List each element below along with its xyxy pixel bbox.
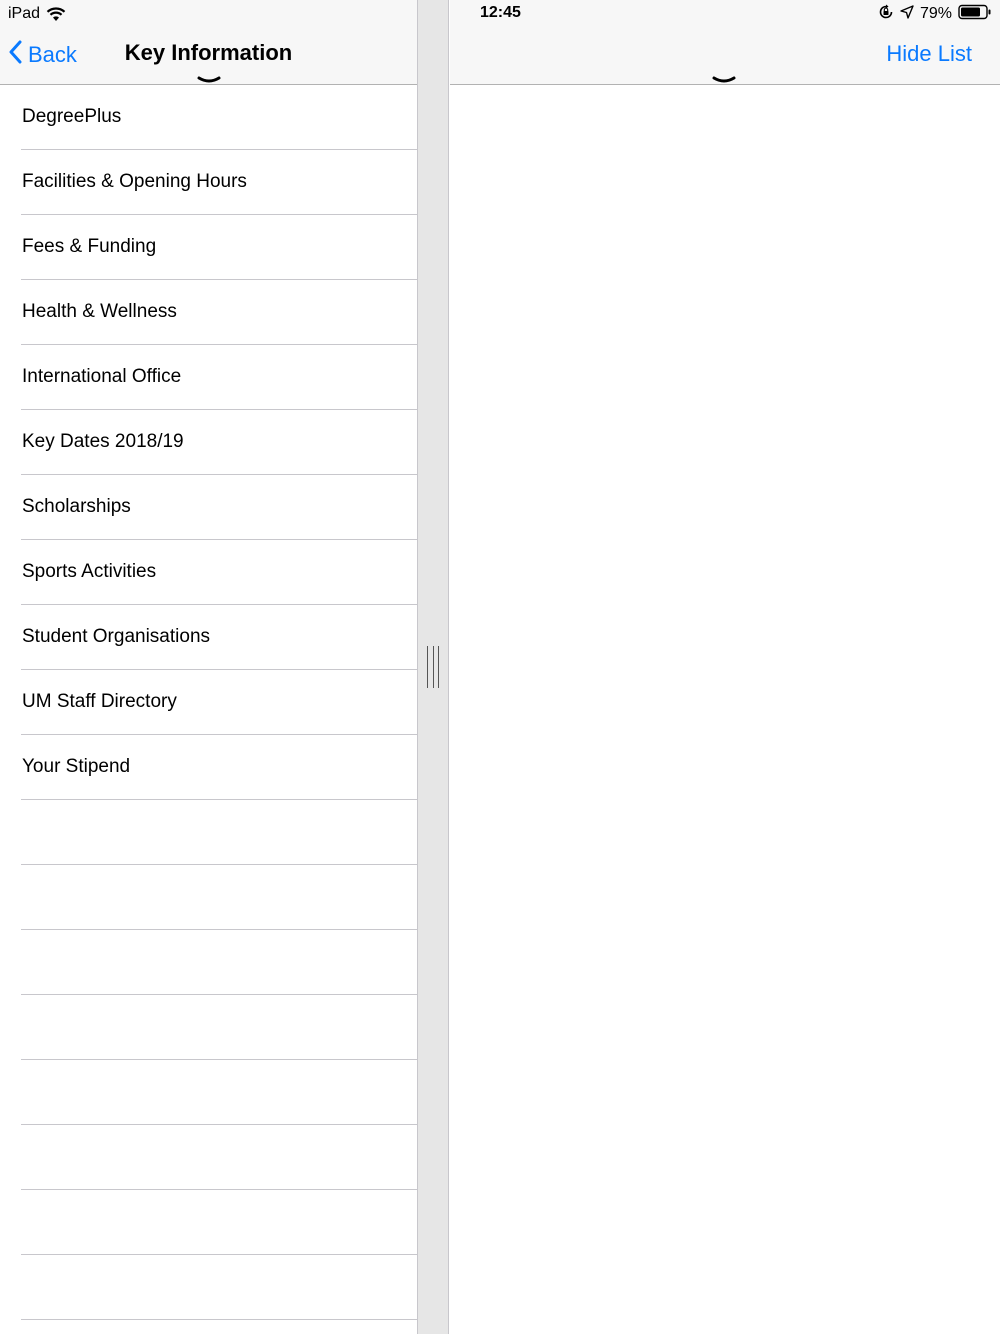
list-item-label: Student Organisations [22,626,211,647]
list-item-label: Your Stipend [22,756,131,777]
empty-row [0,1190,417,1255]
back-label: Back [28,42,77,67]
empty-row [0,1125,417,1190]
status-bar-right [878,4,992,24]
empty-row [0,930,417,995]
list-item-label: UM Staff Directory [22,691,177,712]
list-item-label: International Office [22,366,182,387]
page-title: Key Information [124,40,293,65]
empty-row [0,995,417,1060]
list-item[interactable] [0,605,417,670]
list-item-label: Key Dates 2018/19 [22,431,184,452]
list-item-label: Facilities & Opening Hours [22,171,247,192]
list-item[interactable] [0,540,417,605]
orientation-lock-icon [878,4,894,25]
list-item[interactable] [0,410,417,475]
list-item-label: Fees & Funding [22,236,157,257]
list-item-label: Sports Activities [22,561,157,582]
key-information-list [0,85,417,800]
empty-list-area [0,800,417,1334]
divider-drag-handle[interactable] [427,646,439,688]
wifi-icon [46,7,66,22]
list-item-label: Health & Wellness [22,301,177,322]
list-item[interactable] [0,280,417,345]
device-name: iPad [8,5,41,22]
handle-line [433,646,434,688]
status-bar-left [8,4,66,24]
list-item-label: DegreePlus [22,106,122,127]
list-item[interactable] [0,345,417,410]
list-item[interactable] [0,670,417,735]
detail-navigation-bar [450,0,1000,85]
detail-content [450,85,1000,1334]
empty-row [0,1060,417,1125]
hide-list-button[interactable]: Hide List [886,41,972,66]
list-item[interactable] [0,150,417,215]
list-item-label: Scholarships [22,496,131,517]
list-item[interactable] [0,85,417,150]
handle-line [427,646,428,688]
master-pane [0,0,418,1334]
list-item[interactable] [0,475,417,540]
status-time: 12:45 [480,4,521,21]
row-separator [21,1319,417,1320]
battery-percentage: 79% [919,5,952,22]
handle-line [438,646,439,688]
empty-row [0,1255,417,1320]
master-navigation-bar [0,0,417,85]
empty-row [0,865,417,930]
detail-pane [450,0,1000,1334]
list-item[interactable] [0,215,417,280]
empty-row [0,800,417,865]
split-view-divider [418,0,449,1334]
location-arrow-icon [900,5,914,24]
list-item[interactable] [0,735,417,800]
battery-icon [958,4,992,25]
